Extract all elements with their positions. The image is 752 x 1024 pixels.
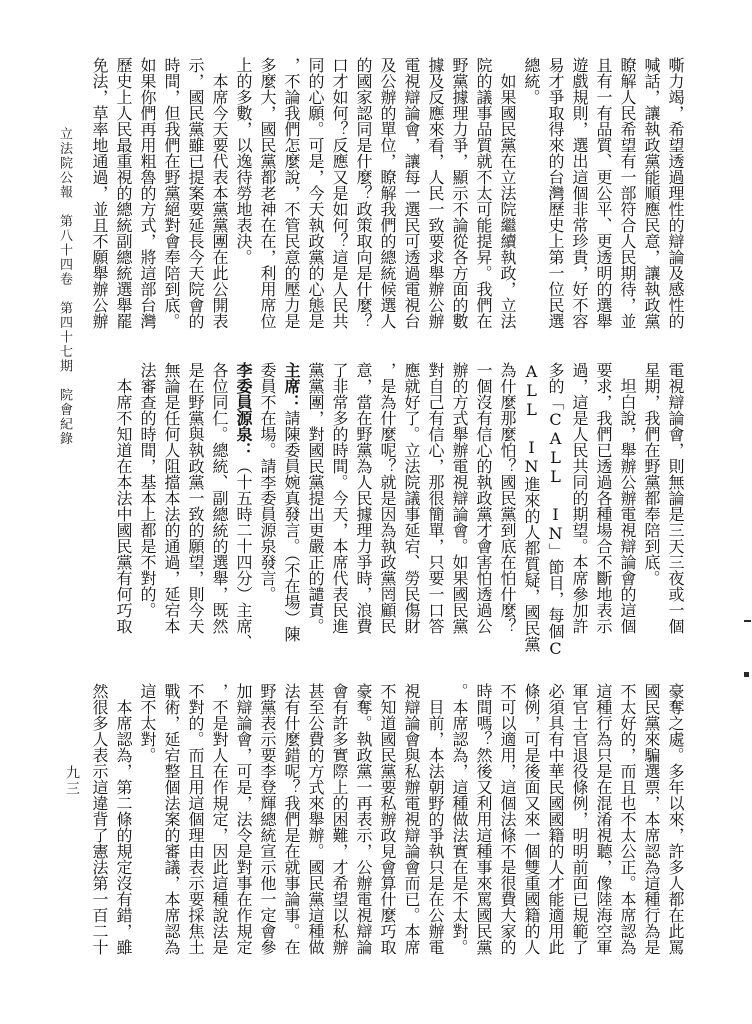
text-column: 上的多數，以逸待勞地表決。 [234, 57, 253, 265]
text-column: 本席認為，第二條的規定沒有錯，雖 [114, 683, 133, 955]
text-column: ，是為什麼呢？就是因為執政黨罔顧民 [378, 362, 397, 634]
text-column: 電視辯論會，則無論是三天三夜或一個 [666, 362, 685, 634]
text-band-top [87, 57, 687, 333]
text-column: 瞭解人民希望有一部符合人民期待，並 [618, 57, 637, 329]
text-column: ，不是對人在作規定，因此這種說法是 [210, 683, 229, 955]
text-column: 這不太對。 [138, 683, 157, 763]
text-column: 遊戲規則，選出這個非常珍貴，好不容 [570, 57, 589, 329]
text-column: 總統。 [522, 57, 541, 105]
speaker-name: 李委員源泉： [234, 362, 253, 458]
text-column: 軍官士官退役條例，明明前面已規範了 [570, 683, 589, 955]
speaker-name: 主席： [282, 362, 301, 410]
text-column: 戰術，延宕整個法案的審議，本席認為 [162, 683, 181, 955]
text-column: 喊話，讓執政黨能順應民意，讓執政黨 [642, 57, 661, 329]
text-column: 視辯論會與私辦電視辯論會而已。本席 [402, 683, 421, 955]
text-column: 本席今天要代表本黨黨團在此公開表 [210, 57, 229, 329]
text-column: 口才如何？反應又是如何？這是人民共 [330, 57, 349, 329]
text-column: 法有什麼錯呢？我們是在就事論事。在 [282, 683, 301, 955]
text-column: 黨黨團，對國民黨提出更嚴正的譴責。 [306, 362, 325, 634]
text-column: 多麼大，國民黨都老神在在，利用席位 [258, 57, 277, 329]
text-column: 不可以適用，這個法條不是很費大家的 [498, 683, 517, 955]
text-column: 如果你們再用粗魯的方式，將這部台灣 [138, 57, 157, 329]
text-column: 不對的。而且用這個理由表示要採焦土 [186, 683, 205, 955]
edge-dot-mark [744, 672, 749, 677]
text-column: 不太好的，而且也不太公正。本席認為 [618, 683, 637, 955]
text-column: 各位同仁。總統、副總統的選舉，既然 [210, 362, 229, 634]
text-column: 時間嗎？然後又利用這種事來罵國民黨 [474, 683, 493, 955]
text-column: ，不論我們怎麼說，不管民意的壓力是 [282, 57, 301, 329]
text-column: ALL IN進來的人都質疑，國民黨 [522, 362, 541, 652]
text-column: 不知道國民黨要私辦政見會算什麼巧取 [378, 683, 397, 955]
text-column: 意，當在野黨為人民據理力爭時，浪費 [354, 362, 373, 634]
text-column: 。本席認為，這種做法實在是不太對。 [450, 683, 469, 955]
text-column: 示，國民黨雖已提案要延長今天院會的 [186, 57, 205, 329]
text-column: 甚至公費的方式來舉辦。國民黨這種做 [306, 683, 325, 955]
text-column: 時間，但我們在野黨絕對會奉陪到底。 [162, 57, 181, 329]
text-column: 委員不在場。請李委員源泉發言。 [258, 362, 277, 602]
page-number: 九三 [64, 765, 80, 797]
text-column: 豪奪。執政黨一再表示，公辦電視辯論 [354, 683, 373, 955]
text-band-middle [111, 362, 687, 658]
text-column: 這種行為只是在混淆視聽，像陸海空軍 [594, 683, 613, 955]
text-column: 及公辦的單位，瞭解我們的總統候選人 [378, 57, 397, 329]
text-column: 目前，本法朝野的爭執只是在公辦電 [426, 683, 445, 955]
text-column: 加辯論會，可是，法令是對事在作規定 [234, 683, 253, 955]
text-column: 易才爭取得來的台灣歷史上第一位民選 [546, 57, 565, 329]
text-column: 過，這是人民共同的期望。本席參加許 [570, 362, 589, 634]
text-column: 且有一有品質、更公平、更透明的選舉 [594, 57, 613, 329]
text-column: 對自己有信心，那很簡單，只要一口答 [426, 362, 445, 634]
text-column: 會有許多實際上的困難，才希望以私辦 [330, 683, 349, 955]
text-column: 據及反應來看，人民一致要求舉辦公辦 [426, 57, 445, 329]
text-column: 本席不知道在本法中國民黨有何巧取 [114, 362, 133, 634]
text-column: 一個沒有信心的執政黨才會害怕透過公 [474, 362, 493, 634]
text-column: 院的議事品質就不太可能提昇。我們在 [474, 57, 493, 329]
text-column: 星期，我們在野黨都奉陪到底。 [642, 362, 661, 586]
text-column: 野黨表示要李登輝總統宣示他一定會參 [258, 683, 277, 955]
text-column: 然很多人表示這違背了憲法第一百二十 [90, 683, 109, 955]
text-column: 電視辯論會，讓每一選民可透過電視台 [402, 57, 421, 329]
text-column: 多的「CALL IN」節目，每個C [546, 362, 565, 658]
text-column: 如果國民黨在立法院繼續執政，立法 [498, 57, 517, 329]
text-column: 必須具有中華民國國籍的人才能適用此 [546, 683, 565, 955]
text-column: 李委員源泉：（十五時二十四分）主席、 [234, 362, 253, 650]
text-column: 野黨據理力爭，顯示不論從各方面的數 [450, 57, 469, 329]
text-column: 同的心願。可是，今天執政黨的心態是 [306, 57, 325, 329]
text-band-bottom [87, 683, 687, 959]
text-column: 主席：請陳委員婉真發言。（不在場）陳 [282, 362, 301, 642]
edge-dash-mark [744, 620, 751, 622]
text-column: 豪奪之處。多年以來，許多人都在此罵 [666, 683, 685, 955]
gazette-margin-header: 立法院公報 第八十四卷 第四十七期 院會紀錄 [57, 127, 72, 446]
text-column: 是在野黨與執政黨一致的願望，則今天 [186, 362, 205, 634]
text-column: 要求，我們已透過各種場合不斷地表示 [594, 362, 613, 634]
text-column: 嘶力竭，希望透過理性的辯論及感性的 [666, 57, 685, 329]
text-column: 無論是任何人阻擋本法的通過，延宕本 [162, 362, 181, 634]
text-column: 免法，草率地通過，並且不願舉辦公辦 [90, 57, 109, 329]
text-column: 了非常多的時間。今天，本席代表民進 [330, 362, 349, 634]
text-column: 為什麼那麼怕？國民黨到底在怕什麼？ [498, 362, 517, 634]
text-column: 歷史上人民最重視的總統副總統選舉罷 [114, 57, 133, 329]
text-column: 法審查的時間，基本上都是不對的。 [138, 362, 157, 618]
text-column: 條例，可是後面又來一個雙重國籍的人 [522, 683, 541, 955]
text-column: 國民黨來騙選票，本席認為這種行為是 [642, 683, 661, 955]
text-column: 應就好了。立法院議事延宕、勞民傷財 [402, 362, 421, 634]
text-column: 辦的方式舉辦電視辯論會。如果國民黨 [450, 362, 469, 634]
text-column: 坦白說，舉辦公辦電視辯論會的這個 [618, 362, 637, 634]
text-column: 的國家認同是什麼？政策取向是什麼？ [354, 57, 373, 329]
